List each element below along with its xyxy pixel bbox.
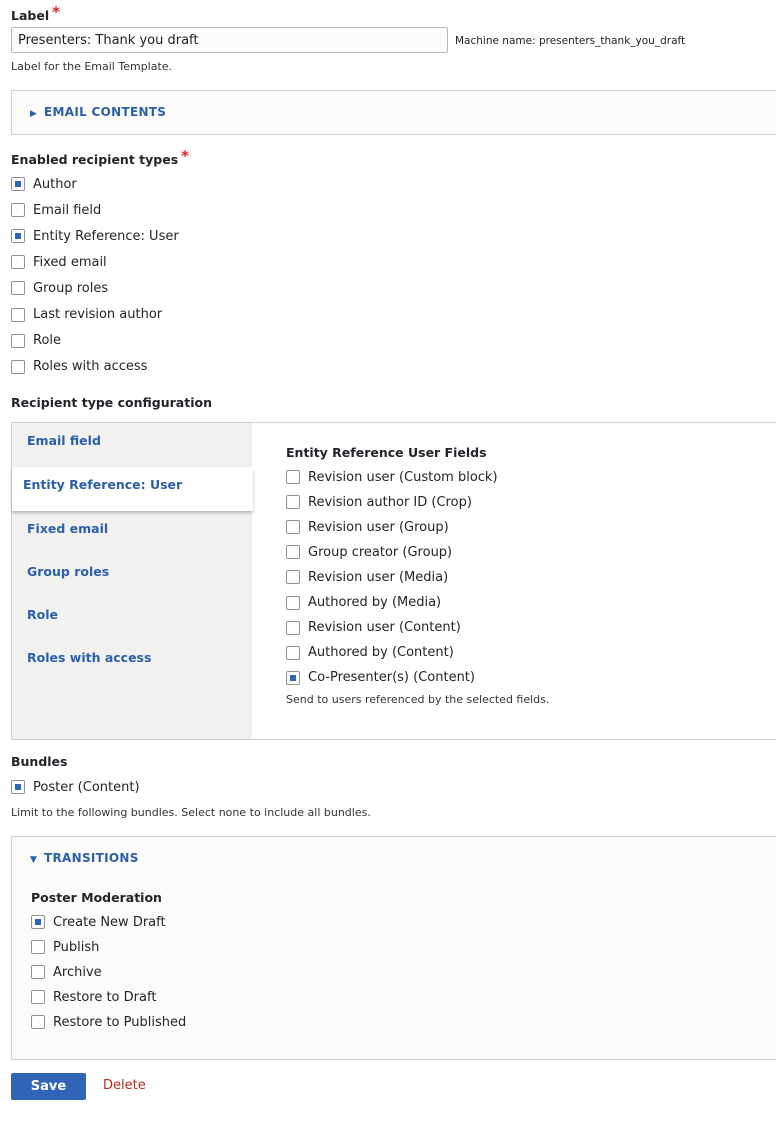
checkbox[interactable] (286, 671, 300, 685)
entity-ref-field-option-revision-author-id-crop[interactable] (286, 492, 472, 512)
entity-ref-field-option-authored-by-content[interactable] (286, 643, 454, 663)
entity-ref-field-option-group-creator-group[interactable] (286, 542, 452, 562)
checkbox[interactable] (286, 545, 300, 559)
checkbox-label: Group roles (33, 280, 109, 296)
triangle-down-icon: ▼ (30, 855, 38, 865)
checkbox-label: Revision user (Group) (308, 519, 449, 535)
vertical-tab-group-roles[interactable]: Group roles (27, 564, 110, 579)
checkbox[interactable] (286, 570, 300, 584)
checkbox-label: Co-Presenter(s) (Content) (308, 670, 475, 686)
transition-option-restore-to-draft[interactable] (31, 987, 156, 1007)
checkbox-label: Restore to Draft (53, 989, 157, 1005)
bundles-description: Limit to the following bundles. Select none to include all bundles. (11, 806, 371, 819)
transition-option-create-new-draft[interactable] (31, 912, 166, 932)
transition-option-restore-to-published[interactable] (31, 1012, 186, 1032)
vertical-tab-entity-reference-user[interactable]: Entity Reference: User (23, 477, 183, 492)
recipient-type-option-fixed-email[interactable] (11, 252, 107, 272)
recipient-type-option-author[interactable] (11, 174, 77, 194)
checkbox-label: Last revision author (33, 307, 163, 322)
email-contents-summary[interactable]: ▶ EMAIL CONTENTS (30, 105, 167, 119)
checkbox[interactable] (31, 1015, 45, 1029)
bundle-option-poster-content[interactable] (11, 777, 140, 797)
checkbox[interactable] (31, 965, 45, 979)
transitions-summary[interactable]: ▼ TRANSITIONS (30, 851, 139, 865)
checkbox[interactable] (11, 281, 25, 295)
checkbox[interactable] (11, 203, 25, 217)
checkbox-label: Publish (53, 939, 100, 955)
entity-ref-field-option-revision-user-content[interactable] (286, 618, 461, 638)
transition-option-archive[interactable] (31, 962, 102, 982)
checkbox[interactable] (286, 495, 300, 509)
checkbox-label: Authored by (Media) (308, 595, 442, 610)
checkbox[interactable] (11, 360, 25, 374)
checkbox[interactable] (11, 308, 25, 322)
checkbox[interactable] (286, 470, 300, 484)
save-button[interactable]: Save (11, 1073, 86, 1100)
checkbox[interactable] (286, 596, 300, 610)
recipient-types-title: Enabled recipient types * (11, 147, 190, 167)
checkbox-label: Revision user (Media) (308, 569, 449, 585)
delete-link[interactable]: Delete (103, 1078, 146, 1093)
vertical-tab-email-field[interactable]: Email field (27, 433, 101, 448)
checkbox[interactable] (11, 255, 25, 269)
label-description: Label for the Email Template. (11, 60, 173, 73)
checkbox[interactable] (286, 621, 300, 635)
entity-ref-field-option-revision-user-group[interactable] (286, 517, 449, 537)
checkbox[interactable] (31, 990, 45, 1004)
transitions-details (11, 836, 776, 1060)
recipient-type-option-last-revision-author[interactable] (11, 305, 162, 325)
bundles-title: Bundles (11, 754, 68, 769)
checkbox[interactable] (286, 520, 300, 534)
transition-option-publish[interactable] (31, 937, 99, 957)
checkbox-label: Archive (53, 964, 102, 980)
vertical-tab-fixed-email[interactable]: Fixed email (27, 521, 109, 536)
entity-ref-field-option-authored-by-media[interactable] (286, 593, 441, 613)
checkbox-label: Restore to Published (53, 1014, 187, 1030)
required-marker: * (181, 147, 190, 165)
checkbox-label: Authored by (Content) (308, 645, 454, 661)
recipient-config-tabs (11, 422, 776, 740)
checkbox[interactable] (11, 334, 25, 348)
checkbox[interactable] (11, 229, 25, 243)
checkbox-label: Fixed email (33, 254, 107, 270)
panel-description: Send to users referenced by the selected fields. (286, 693, 550, 706)
checkbox-label: Revision user (Content) (308, 620, 461, 636)
checkbox-label: Role (33, 333, 62, 349)
entity-ref-field-option-revision-user-custom-block[interactable] (286, 467, 498, 487)
checkbox-label: Revision user (Custom block) (308, 469, 498, 485)
checkbox-label: Entity Reference: User (33, 228, 179, 244)
checkbox[interactable] (11, 780, 25, 794)
label-field-title: Label * (11, 3, 60, 23)
checkbox-label: Roles with access (33, 359, 148, 375)
label-input[interactable] (11, 27, 448, 53)
checkbox[interactable] (31, 915, 45, 929)
recipient-config-title: Recipient type configuration (11, 395, 212, 410)
recipient-type-option-roles-with-access[interactable] (11, 357, 147, 377)
required-marker: * (52, 3, 60, 21)
checkbox-label: Create New Draft (53, 914, 166, 930)
checkbox-label: Revision author ID (Crop) (308, 494, 472, 510)
checkbox-label: Group creator (Group) (308, 544, 453, 560)
checkbox[interactable] (31, 940, 45, 954)
panel-title: Entity Reference User Fields (286, 445, 487, 460)
recipient-type-option-email-field[interactable] (11, 200, 101, 220)
email-contents-details (11, 90, 776, 135)
entity-ref-field-option-co-presenter-s-content[interactable] (286, 668, 475, 688)
triangle-right-icon: ▶ (30, 109, 38, 119)
entity-ref-field-option-revision-user-media[interactable] (286, 567, 448, 587)
checkbox-label: Email field (33, 202, 102, 218)
recipient-type-option-role[interactable] (11, 331, 61, 351)
transitions-group-title: Poster Moderation (31, 890, 162, 905)
vertical-tab-role[interactable]: Role (27, 607, 58, 622)
machine-name: Machine name: presenters_thank_you_draft (455, 35, 686, 47)
checkbox-label: Author (33, 176, 77, 192)
checkbox[interactable] (11, 177, 25, 191)
recipient-type-option-entity-reference-user[interactable] (11, 226, 179, 246)
checkbox-label: Poster (Content) (33, 779, 140, 795)
recipient-type-option-group-roles[interactable] (11, 278, 108, 298)
checkbox[interactable] (286, 646, 300, 660)
vertical-tab-roles-with-access[interactable]: Roles with access (27, 650, 152, 665)
